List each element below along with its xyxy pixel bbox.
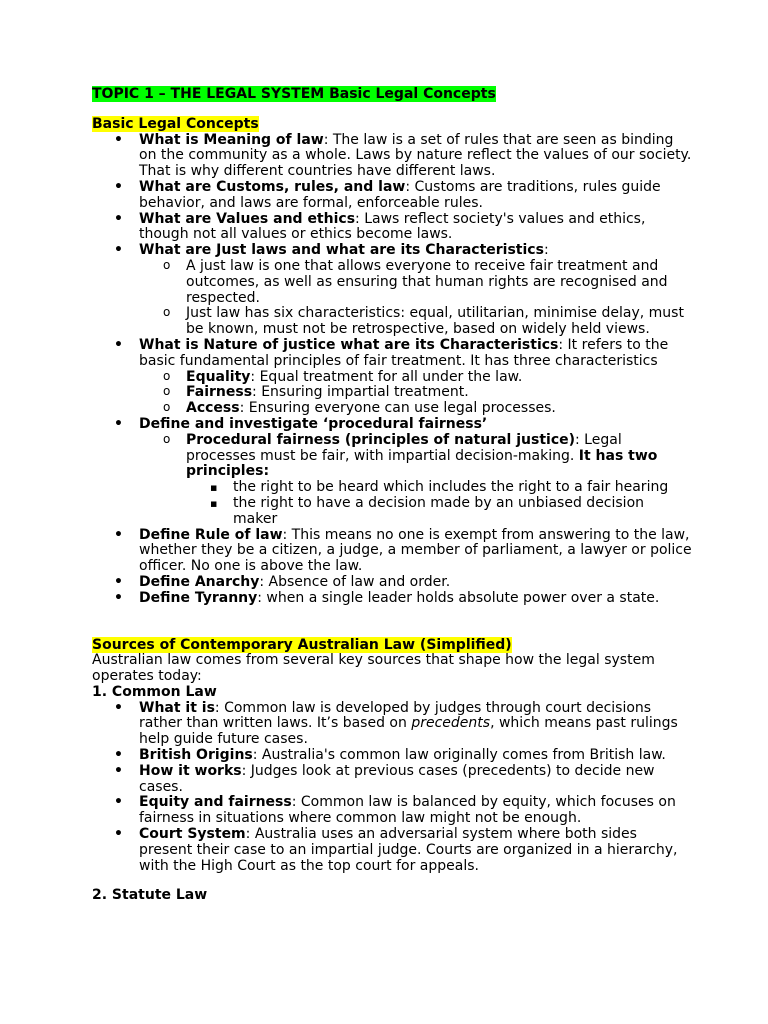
principles-sublist [186,480,692,527]
list-item: • Equity and fairness: Common law is balanced by equity, which focuses on fairness in situations where common law might not be enough. [92,795,692,827]
just-law-sublist [139,259,692,338]
justice-characteristics-sublist [139,370,692,417]
sub-sub-list-item: ▪ the right to have a decision made by an unbiased decision maker [186,496,692,528]
list-item: • Define Anarchy: Absence of law and order. [92,575,692,591]
document-body [92,87,692,904]
document-title: TOPIC 1 – THE LEGAL SYSTEM Basic Legal Concepts [92,86,496,102]
list-item: • What are Customs, rules, and law: Customs are traditions, rules guide behavior, and laws are formal, enforceable rules. [92,180,692,212]
sub-list-item: o Procedural fairness (principles of natural justice): Legal processes must be fair, with impartial decision-making. It has two principles: ▪ the right to be heard which includes the right to a fair hearing ▪ the right to have a decision made by an unbiased decision maker [139,433,692,528]
basic-concepts-list [92,133,692,607]
sub-list-item: o Equality: Equal treatment for all under the law. [139,370,692,386]
sub-list-item: o Fairness: Ensuring impartial treatment. [139,385,692,401]
list-item: • What are Just laws and what are its Characteristics: o A just law is one that allows everyone to receive fair treatment and outcomes, as well as ensuring that human rights are recognised and respected. o Just law has six characteristics: equal, utilitarian, minimise delay, must be known, must not be retrospective, based on widely held views. [92,243,692,338]
sub-list-item: o A just law is one that allows everyone to receive fair treatment and outcomes, as well as ensuring that human rights are recognised and respected. [139,259,692,306]
list-item: • Define Rule of law: This means no one is exempt from answering to the law, whether they be a citizen, a judge, a member of parliament, a lawyer or police officer. No one is above the law. [92,528,692,575]
list-item: • Define and investigate ‘procedural fairness’ o Procedural fairness (principles of natural justice): Legal processes must be fair, with impartial decision-making. It has two principles: ▪ the right to be heard which includes the right to a fair hearing ▪ the right to have a decision made by an unbiased decision maker [92,417,692,528]
sub-sub-list-item: ▪ the right to be heard which includes the right to a fair hearing [186,480,692,496]
subheading-common-law: 1. Common Law [92,683,217,700]
list-item: • British Origins: Australia's common law originally comes from British law. [92,748,692,764]
list-item: • Court System: Australia uses an adversarial system where both sides present their case to an impartial judge. Courts are organized in a hierarchy, with the High Court as the top court for appeals. [92,827,692,874]
list-item: • Define Tyranny: when a single leader holds absolute power over a state. [92,591,692,607]
list-item: • What it is: Common law is developed by judges through court decisions rather than written laws. It’s based on precedents, which means past rulings help guide future cases. [92,701,692,748]
sub-list-item: o Access: Ensuring everyone can use legal processes. [139,401,692,417]
procedural-fairness-sublist [139,433,692,528]
sources-intro: Australian law comes from several key sources that shape how the legal system operates today: [92,652,655,685]
section-heading-sources: Sources of Contemporary Australian Law (Simplified) [92,636,512,653]
list-item: • What is Nature of justice what are its Characteristics: It refers to the basic fundamental principles of fair treatment. It has three characteristics o Equality: Equal treatment for all under the law. o Fairness: Ensuring impartial treatment. o Access: Ensuring everyone can use legal processes. [92,338,692,417]
section-heading-basic-concepts: Basic Legal Concepts [92,115,259,132]
common-law-list [92,701,692,875]
list-item: • How it works: Judges look at previous cases (precedents) to decide new cases. [92,764,692,796]
sub-list-item: o Just law has six characteristics: equal, utilitarian, minimise delay, must be known, must not be retrospective, based on widely held views. [139,306,692,338]
list-item: • What are Values and ethics: Laws reflect society's values and ethics, though not all values or ethics become laws. [92,212,692,244]
subheading-statute-law: 2. Statute Law [92,887,208,904]
list-item: • What is Meaning of law: The law is a set of rules that are seen as binding on the community as a whole. Laws by nature reflect the values of our society. That is why different countries have different laws. [92,133,692,180]
